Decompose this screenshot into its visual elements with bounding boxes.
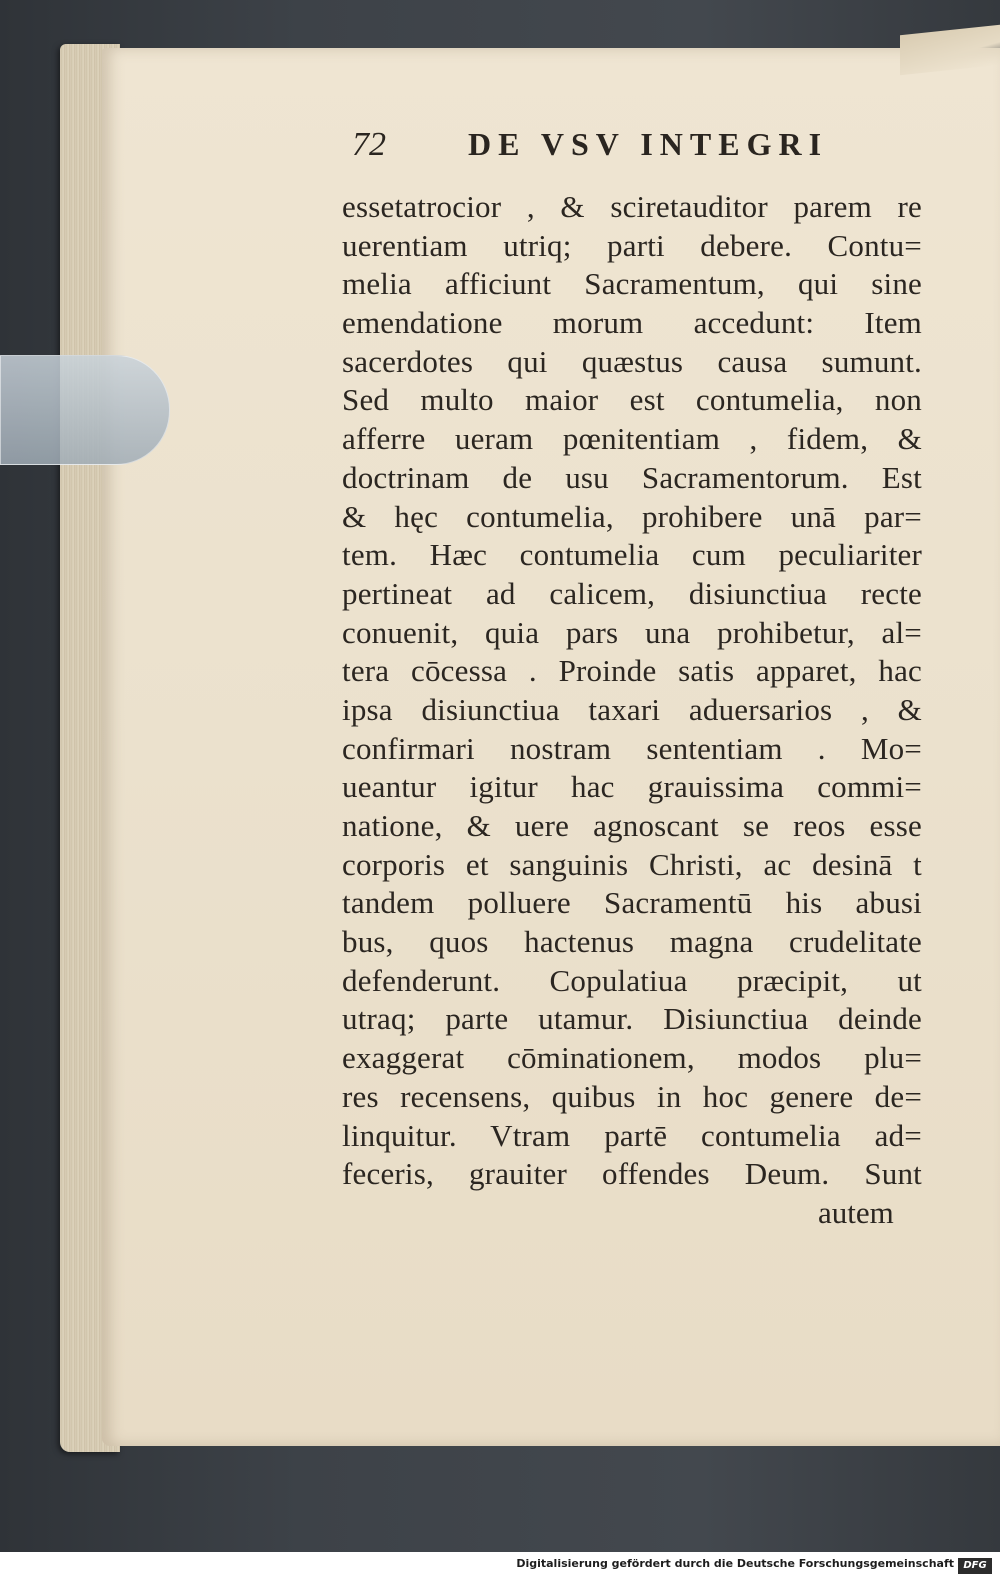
text-line: emendatione morum accedunt: Item xyxy=(342,305,922,341)
running-head-title: DE VSV INTEGRI xyxy=(468,126,829,162)
text-line: bus, quos hactenus magna crudelitate xyxy=(342,924,922,960)
text-line: & hęc contumelia, prohibere unā par= xyxy=(342,498,922,534)
text-line: res recensens, quibus in hoc genere de= xyxy=(342,1078,922,1114)
text-line: afferre ueram pœnitentiam , fidem, & xyxy=(342,421,922,457)
text-line: linquitur. Vtram partē contumelia ad= xyxy=(342,1117,922,1153)
text-line: tandem polluere Sacramentū his abusi xyxy=(342,885,922,921)
footer-strip xyxy=(0,1552,1000,1580)
text-line: Sed multo maior est contumelia, non xyxy=(342,382,922,418)
text-line: essetatrocior , & sciretauditor parem re xyxy=(342,189,922,224)
text-line: ueantur igitur hac grauissima commi= xyxy=(342,769,922,805)
footer-credit: Digitalisierung gefördert durch die Deutsche Forschungsgemeinschaft xyxy=(516,1557,954,1570)
text-line: conuenit, quia pars una prohibetur, al= xyxy=(342,614,922,650)
text-line: sacerdotes qui quæstus causa sumunt. xyxy=(342,343,922,379)
text-line: pertineat ad calicem, disiunctiua recte xyxy=(342,575,922,611)
running-head xyxy=(352,126,912,170)
text-line: corporis et sanguinis Christi, ac desinā t xyxy=(342,846,922,882)
text-line: uerentiam utriq; parti debere. Contu= xyxy=(342,227,922,263)
text-line: defenderunt. Copulatiua præcipit, ut xyxy=(342,962,922,998)
text-line: exaggerat cōminationem, modos plu= xyxy=(342,1040,922,1076)
page-number: 72 xyxy=(352,126,386,163)
dfg-logo-icon: DFG xyxy=(958,1558,992,1574)
text-line: feceris, grauiter offendes Deum. Sunt xyxy=(342,1156,922,1192)
text-line: ipsa disiunctiua taxari aduersarios , & xyxy=(342,691,922,727)
text-line: utraq; parte utamur. Disiunctiua deinde xyxy=(342,1001,922,1037)
bookmark-tab xyxy=(0,355,170,465)
catchword: autem xyxy=(818,1195,894,1230)
text-block xyxy=(342,188,922,1194)
text-line: tem. Hæc contumelia cum peculiariter xyxy=(342,537,922,573)
text-line: natione, & uere agnoscant se reos esse xyxy=(342,808,922,843)
text-line: doctrinam de usu Sacramentorum. Est xyxy=(342,459,922,495)
text-line: tera cōcessa . Proinde satis apparet, hac xyxy=(342,653,922,689)
text-line: melia afficiunt Sacramentum, qui sine xyxy=(342,266,922,302)
text-line: confirmari nostram sententiam . Mo= xyxy=(342,730,922,766)
